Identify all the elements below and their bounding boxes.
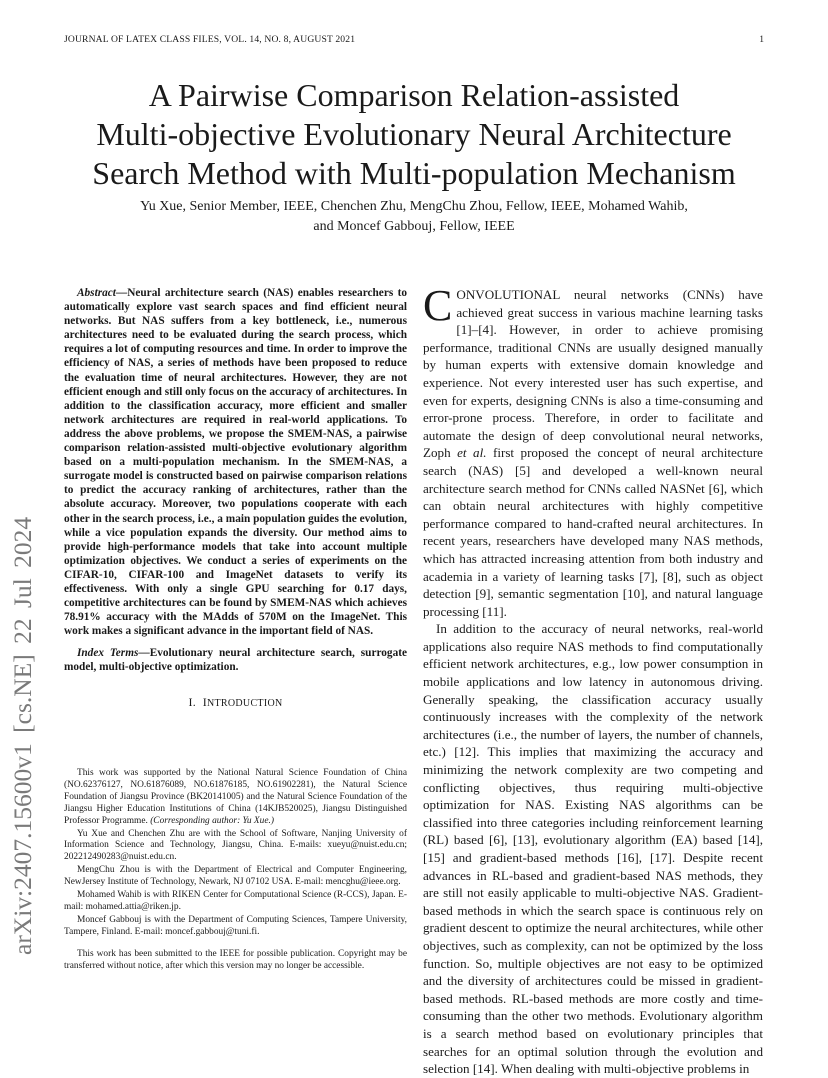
footnote-copyright: This work has been submitted to the IEEE for possible publication. Copyright may be transferred without notice, after which this version may no longer be accessible. xyxy=(64,948,407,971)
introduction-body xyxy=(423,281,764,1078)
footnotes xyxy=(64,768,407,974)
index-terms-label: Index Terms xyxy=(77,647,139,660)
title-line: Search Method with Multi-population Mechanism xyxy=(92,155,736,191)
citation-link[interactable]: [5] xyxy=(514,462,531,478)
index-terms xyxy=(64,646,407,674)
author-line-1: Yu Xue, Senior Member, IEEE, Chenchen Zhu, MengChu Zhou, Fellow, IEEE, Mohamed Wahib, xyxy=(140,199,688,214)
citation-link[interactable]: [1] xyxy=(456,322,472,338)
citation-link[interactable]: [9] xyxy=(475,586,491,602)
abstract xyxy=(64,286,407,638)
page-number: 1 xyxy=(759,34,764,45)
footnote-affiliation: Moncef Gabbouj is with the Department of Computing Sciences, Tampere University, Tampere, Finland. E-mail: moncef.gabbouj@tuni.fi. xyxy=(64,914,407,937)
citation-link[interactable]: [12] xyxy=(454,744,477,760)
citation-link[interactable]: [6] xyxy=(708,480,724,496)
citation-link[interactable]: [8] xyxy=(662,568,679,584)
citation-link[interactable]: [10] xyxy=(622,586,645,602)
section-initial: I xyxy=(202,694,207,709)
footnote-corresponding: (Corresponding author: Yu Xue.) xyxy=(150,815,274,826)
footnote-affiliation: Mohamed Wahib is with RIKEN Center for Computational Science (R-CCS), Japan. E-mail: mohamed.attia@riken.jp. xyxy=(64,890,407,912)
citation-link[interactable]: [14] xyxy=(472,1061,495,1077)
citation-link[interactable]: [7] xyxy=(639,568,655,584)
running-head: JOURNAL OF LATEX CLASS FILES, VOL. 14, NO. 8, AUGUST 2021 xyxy=(64,34,356,45)
section-heading xyxy=(64,695,407,710)
index-terms-text: —Evolutionary neural architecture search, surrogate model, multi-objective optimization. xyxy=(64,647,407,674)
citation-link[interactable]: [15] xyxy=(423,850,445,865)
abstract-label: Abstract xyxy=(77,287,116,299)
footnote-affiliation: Yu Xue and Chenchen Zhu are with the School of Software, Nanjing University of Information Science and Technology, Jiangsu, China. E-mails: xueyu@nuist.edu.cn; 202212490283@nuist.edu.cn. xyxy=(64,828,407,863)
citation-link[interactable]: [16] xyxy=(616,850,639,865)
citation-link[interactable]: [6] xyxy=(489,832,505,848)
left-column xyxy=(64,286,407,710)
citation-link[interactable]: [11] xyxy=(482,603,504,619)
footnote-affiliation: MengChu Zhou is with the Department of Electrical and Computer Engineering, NewJersey Institute of Technology, Newark, NJ 07102 USA. E-mail: mencghu@ieee.org. xyxy=(64,865,407,888)
citation-link[interactable]: [17] xyxy=(650,850,672,865)
arxiv-stamp: arXiv:2407.15600v1 [cs.NE] 22 Jul 2024 xyxy=(8,516,37,955)
citation-link[interactable]: [13] xyxy=(512,832,535,848)
title-line: A Pairwise Comparison Relation-assisted xyxy=(148,77,680,113)
drop-cap: C xyxy=(423,281,453,330)
author-line-2: and Moncef Gabbouj, Fellow, IEEE xyxy=(313,219,515,234)
footnote-funding: This work was supported by the National Natural Science Foundation of China (NO.62376127, NO.61876089, NO.61876185, NO.61902281), the Natural Science Foundation of Jiangsu Province (BK20141005) and the Natural Science Foundation of the Jiangsu Higher Education Institutions of China (14KJB520025), Jiangsu Distinguished Professor Programme. (Corresponding author: Yu Xue.) xyxy=(64,768,407,826)
intro-paragraph-1: CONVOLUTIONAL neural networks (CNNs) have achieved great success in various machine learning tasks [1]–[4]. However, in order to achieve promising performance, traditional CNNs are usually designed manually by human experts with extensive domain knowledge and experience. Not every interested user has such expertise, and even for experts, designing CNNs is also a time-consuming and error-prone process. Therefore, in order to facilitate and automate the design of deep convolutional neural networks, Zoph et al. first proposed the concept of neural architecture search (NAS) [5] and developed a well-known neural architecture search method for CNNs called NASNet [6], which can obtain neural architectures with highly competitive performance compared to hand-crafted neural architectures. In recent years, researchers have developed many NAS methods, which has attracted increasing attention from both industry and academia in a variety of learning tasks [7], [8], such as object detection [9], semantic segmentation [10], and natural language processing [11]. xyxy=(423,281,764,619)
intro-paragraph-2: In addition to the accuracy of neural networks, real-world applications also require NAS methods to find computationally efficient network architectures, e.g., low power consumption in mobile applications and low latency in autonomous driving. Generally speaking, the classification accuracy usually continuously increases with the complexity of the network architectures (i.e., the number of layers, the number of channels, etc.) [12]. This implies that maximizing the accuracy and minimizing the network complexity are two competing and conflicting objectives, thus requiring multi-objective optimization for NAS. Existing NAS algorithms can be classified into three categories including reinforcement learning (RL) based [6], [13], evolutionary algorithm (EA) based [14], [15] and gradient-based methods [16], [17]. Despite recent advances in RL-based and gradient-based NAS methods, they are still not easily applicable to multi-objective NAS. Gradient-based methods in which the search space is continuous rely on gradient descent to optimize the neural architectures, while other objectives, such as complexity, can not be optimized by the loss function. So, multiple objectives are not easy to be optimized and the diversity of architectures could be missed in gradient-based methods. RL-based methods are more costly and time-consuming than the other two methods. Evolutionary algorithm is a search method based on evolutionary principles that searches for an optimal solution through the evolution and selection [14]. When dealing with multi-objective problems in xyxy=(423,621,764,1077)
section-title-rest: NTRODUCTION xyxy=(206,697,283,709)
section-numeral: I. xyxy=(188,694,197,709)
title-line: Multi-objective Evolutionary Neural Architecture xyxy=(96,116,732,152)
author-list xyxy=(60,197,768,237)
paper-title xyxy=(60,76,768,193)
citation-link[interactable]: [4] xyxy=(478,322,494,338)
abstract-text: —Neural architecture search (NAS) enables researchers to automatically explore vast search spaces and find efficient neural networks. But NAS suffers from a key bottleneck, i.e., numerous architectures need to be evaluated during the search process, which requires a lot of computing resources and time. In order to improve the efficiency of NAS, a series of methods have been proposed to reduce the evaluation time of neural architectures. However, they are not efficient enough and still only focus on the accuracy of architectures. In addition to the classification accuracy, more efficient and smaller network architectures are required in real-world applications. To address the above problems, we propose the SMEM-NAS, a pairwise comparison relation-assisted multi-objective evolutionary algorithm based on a multi-population mechanism. In the SMEM-NAS, a surrogate model is constructed based on pairwise comparison relations to predict the accuracy ranking of architectures, rather than the absolute accuracy. Moreover, two populations cooperate with each other in the search process, i.e., a main population guides the evolution, while a vice population expands the diversity. Our method aims to provide high-performance models that take into account multiple optimization objectives. We conduct a series of experiments on the CIFAR-10, CIFAR-100 and ImageNet datasets to verify its effectiveness. With only a single GPU searching for 0.17 days, competitive architectures can be found by SMEM-NAS which achieves 78.91% accuracy with the MAdds of 570M on the ImageNet. This work makes a significant advance in the important field of NAS. xyxy=(64,287,407,638)
citation-link[interactable]: [14] xyxy=(737,832,760,848)
